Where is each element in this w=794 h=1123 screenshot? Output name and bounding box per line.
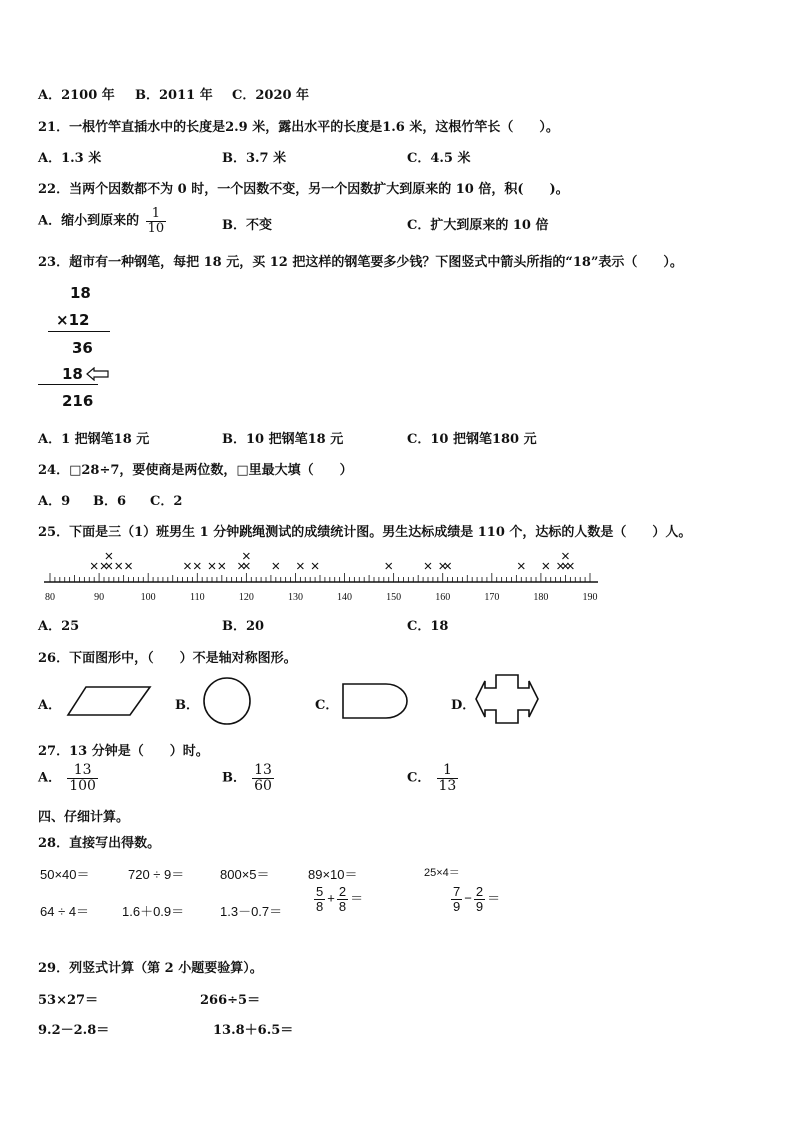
tick-label: 110	[189, 592, 205, 603]
numerator: 2	[338, 884, 347, 899]
tick-label: 140	[337, 592, 353, 603]
tick-label: 120	[238, 592, 254, 603]
q28-item-9	[312, 885, 363, 913]
parallelogram-shape	[66, 685, 152, 717]
vertical-multiplier: ×12	[56, 311, 90, 329]
tick-label: 130	[287, 592, 303, 603]
data-mark	[518, 563, 524, 569]
q22-option-a-prefix: A．缩小到原来的	[38, 213, 140, 229]
data-mark	[106, 553, 112, 559]
q27-option-a	[38, 763, 100, 793]
circle-shape	[200, 677, 254, 725]
q29-item-4: 13.8＋6.5＝	[213, 1023, 294, 1038]
q22-option-a	[38, 207, 168, 235]
data-mark	[126, 563, 132, 569]
q29-item-1: 53×27＝	[38, 993, 99, 1008]
data-mark	[562, 553, 568, 559]
q21-option-b: B．3.7 米	[222, 151, 287, 166]
data-mark	[243, 553, 249, 559]
data-mark	[425, 563, 431, 569]
q25-option-c: C．18	[407, 619, 449, 634]
fraction	[146, 207, 167, 235]
q24-stem: 24．□28÷7，要使商是两位数，□里最大填（ ）	[38, 463, 353, 478]
data-mark	[567, 563, 573, 569]
data-mark	[243, 563, 249, 569]
data-mark	[91, 563, 97, 569]
vertical-partial-1: 36	[72, 339, 93, 357]
numerator: 13	[254, 762, 272, 778]
operator: +	[327, 890, 335, 906]
q27-option-b	[222, 763, 276, 793]
section-four-heading: 四、仔细计算。	[38, 810, 130, 825]
equals-sign: ＝	[350, 890, 364, 906]
left-arrow-icon	[86, 367, 110, 381]
numerator: 2	[475, 884, 484, 899]
q23-stem: 23．超市有一种钢笔，每把 18 元，买 12 把这样的钢笔要多少钱？下图竖式中箭头所指的“18”表示（ ）。	[38, 255, 683, 270]
q25-option-a: A．25	[38, 619, 80, 634]
data-mark	[312, 563, 318, 569]
q26-label-c: C．	[315, 698, 339, 713]
vertical-result: 216	[62, 392, 94, 410]
q28-item-7: 1.6＋0.9＝	[122, 904, 185, 919]
operator: −	[464, 890, 472, 906]
fraction	[67, 763, 98, 793]
q28-item-10	[449, 885, 500, 913]
denominator: 9	[475, 898, 484, 914]
data-mark	[386, 563, 392, 569]
denominator: 9	[453, 898, 461, 914]
fraction	[437, 763, 459, 793]
q26-stem: 26．下面图形中，（ ）不是轴对称图形。	[38, 651, 297, 666]
q20-option-b: B．2011 年	[135, 88, 213, 103]
q24-option-c: C．2	[150, 494, 183, 509]
tick-label: 180	[533, 592, 549, 603]
option-label: A．	[38, 770, 62, 786]
q24-option-b: B．6	[93, 494, 127, 509]
numerator: 1	[151, 206, 161, 221]
q28-item-1: 50×40＝	[40, 867, 90, 882]
semicircle-rectangle-shape	[340, 682, 410, 720]
data-mark	[209, 563, 215, 569]
denominator: 100	[69, 777, 96, 794]
q27-stem: 27．13 分钟是（ ）时。	[38, 744, 209, 759]
q23-option-a: A．1 把钢笔18 元	[38, 432, 150, 447]
tick-label: 150	[386, 592, 402, 603]
q20-option-c: C．2020 年	[232, 88, 310, 103]
q28-stem: 28．直接写出得数。	[38, 836, 161, 851]
numerator: 7	[453, 884, 461, 899]
fraction	[451, 885, 462, 913]
q22-option-c: C．扩大到原来的 10 倍	[407, 218, 549, 233]
data-mark	[194, 563, 200, 569]
cross-arrow-shape	[474, 672, 540, 726]
q28-item-3: 800×5＝	[220, 867, 270, 882]
option-label: C．	[407, 770, 431, 786]
tick-label: 80	[45, 592, 55, 603]
q22-option-b: B．不变	[222, 218, 272, 233]
data-mark	[297, 563, 303, 569]
q22-stem: 22．当两个因数都不为 0 时，一个因数不变，另一个因数扩大到原来的 10 倍，积( )。	[38, 182, 569, 197]
numerator: 13	[73, 762, 92, 778]
q28-item-5: 25×4＝	[424, 867, 460, 879]
option-label: B．	[222, 770, 246, 786]
q27-option-c	[407, 763, 460, 793]
tick-label: 160	[435, 592, 451, 603]
denominator: 13	[438, 777, 457, 794]
q28-item-4: 89×10＝	[308, 867, 358, 882]
q20-option-a: A．2100 年	[38, 88, 115, 103]
fraction	[337, 885, 348, 913]
q28-item-6: 64 ÷ 4＝	[40, 904, 90, 919]
tick-label: 190	[582, 592, 598, 603]
q21-option-c: C．4.5 米	[407, 151, 471, 166]
q29-item-2: 266÷5＝	[200, 993, 261, 1008]
vertical-top: 18	[70, 284, 91, 302]
q28-item-2: 720 ÷ 9＝	[128, 867, 185, 882]
q26-label-b: B．	[175, 698, 199, 713]
q25-option-b: B．20	[222, 619, 265, 634]
q29-item-3: 9.2－2.8＝	[38, 1023, 110, 1038]
data-mark	[116, 563, 122, 569]
numerator: 1	[442, 762, 452, 778]
vertical-partial-2: 18	[62, 365, 83, 383]
denominator: 8	[338, 898, 347, 914]
tick-label: 100	[140, 592, 156, 603]
data-mark	[543, 563, 549, 569]
q26-label-d: D．	[451, 698, 476, 713]
tick-label: 90	[94, 592, 105, 603]
jump-rope-line-plot	[40, 546, 602, 606]
q26-label-a: A．	[38, 698, 62, 713]
q23-option-b: B．10 把钢笔18 元	[222, 432, 344, 447]
vertical-line-2	[38, 384, 98, 385]
q29-stem: 29．列竖式计算（第 2 小题要验算）。	[38, 961, 263, 976]
q28-item-8: 1.3－0.7＝	[220, 904, 283, 919]
fraction	[252, 763, 274, 793]
data-mark	[219, 563, 225, 569]
fraction	[314, 885, 325, 913]
denominator: 10	[147, 220, 165, 236]
denominator: 8	[316, 898, 324, 914]
denominator: 60	[254, 777, 272, 794]
q24-option-a: A．9	[38, 494, 71, 509]
equals-sign: ＝	[487, 890, 501, 906]
data-mark	[184, 563, 190, 569]
data-mark	[273, 563, 279, 569]
data-mark	[445, 563, 451, 569]
vertical-line-1	[48, 331, 110, 332]
q23-option-c: C．10 把钢笔180 元	[407, 432, 537, 447]
q21-stem: 21．一根竹竿直插水中的长度是2.9 米，露出水平的长度是1.6 米，这根竹竿长（ ）。	[38, 120, 559, 135]
tick-label: 170	[484, 592, 500, 603]
data-mark	[106, 563, 112, 569]
q21-option-a: A．1.3 米	[38, 151, 102, 166]
q25-stem: 25．下面是三（1）班男生 1 分钟跳绳测试的成绩统计图。男生达标成绩是 110 个，达标的人数是（ ）人。	[38, 525, 692, 540]
fraction	[474, 885, 485, 913]
numerator: 5	[316, 884, 324, 899]
